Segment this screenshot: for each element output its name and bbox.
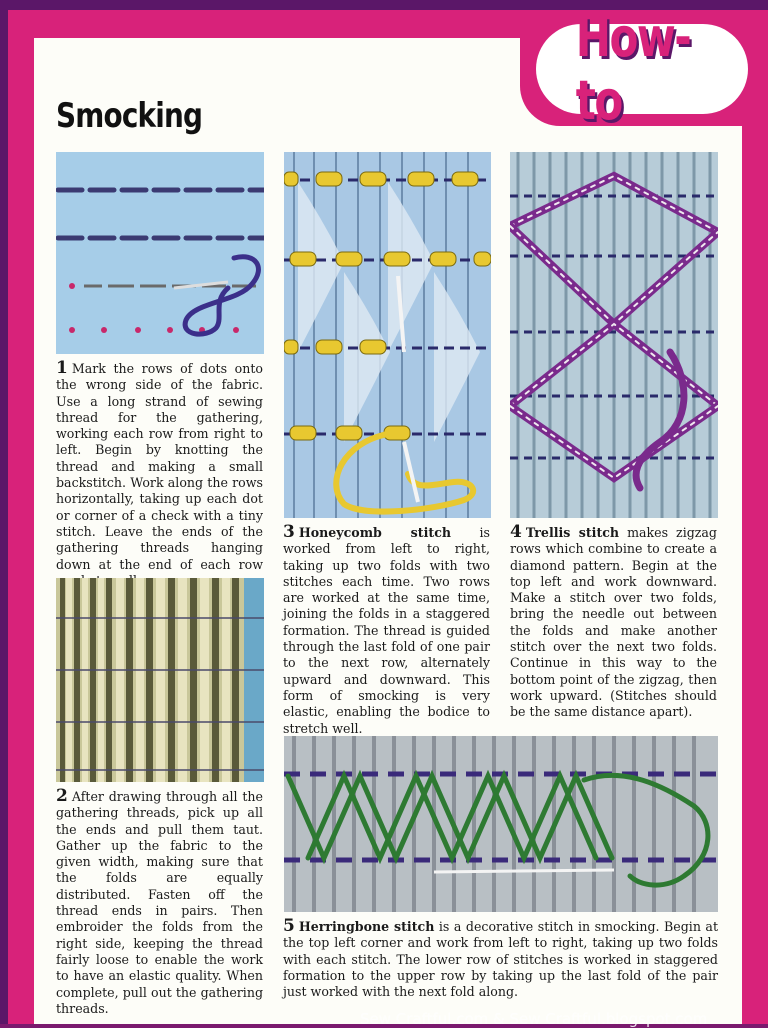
- caption-step-1: [56, 360, 263, 589]
- caption-step-4: [510, 524, 717, 721]
- step-number: 2: [56, 786, 68, 806]
- caption-step-3: [283, 524, 490, 737]
- illustration-step-3: [284, 152, 491, 518]
- step-text: is worked from left to right, taking up two folds with two stitches each time. Two rows are worked at the same time, joining the folds in a staggered formation. The thread is guided through the last fold of one pair to the next row, alternately upward and downward. This form of smocking is very elastic, enabling the bodice to stretch well.: [283, 525, 490, 736]
- caption-step-5: [283, 918, 718, 1000]
- illustration-step-5: [284, 736, 718, 912]
- footer-credit: Sew Craftful.com & Sew Craftful.blogspot.com: [360, 1010, 708, 1028]
- badge-title: How-to: [575, 6, 691, 132]
- illustration-step-4: [510, 152, 718, 518]
- step-number: 4: [510, 522, 522, 542]
- stitch-name: Herringbone stitch: [298, 919, 435, 934]
- step-text: Mark the rows of dots onto the wrong side of the fabric. Use a long strand of sewing thread for the gathering, working each row from right to left. Begin by knotting the thread and making a small backstitch. Work along the rows horizontally, taking up each dot or corner of a check with a tiny stitch. Leave the ends of the gathering threads hanging down at the end of each row: [56, 361, 263, 572]
- illustration-step-2: [56, 578, 264, 782]
- step-number: 5: [283, 916, 295, 936]
- step-number: 3: [283, 522, 295, 542]
- step-text: makes zigzag rows which combine to create a diamond pattern. Begin at the top left and work downward. Make a stitch over two folds, bring the needle out between the folds and make another stitch over the next two folds. Continue in this way to the bottom point of the zigzag, then work upward. (Stitches should be the same distance apart).: [510, 525, 717, 720]
- stitch-name: Trellis stitch: [525, 525, 620, 540]
- stitch-name: Honeycomb stitch: [298, 525, 452, 540]
- caption-step-2: [56, 788, 263, 1017]
- page-title: Smocking: [56, 96, 203, 136]
- step-number: 1: [56, 358, 68, 378]
- illustration-step-1: [56, 152, 264, 354]
- step-text: After drawing through all the gathering threads, pick up all the ends and pull them taut. Gather up the fabric to the given width, making sure that the folds are equally distributed. Fasten off the thread ends in pairs. Then embroider the folds from the right side, keeping the thread fairly loose to enable the work to have an elastic quality. When complete, pull out the gathering threads.: [56, 789, 263, 1016]
- step-text: is a decorative stitch in smocking. Begin at the top left corner and work from left to right, taking up two folds with each stitch. The lower row of stitches is worked in staggered formation to the upper row by taking up the last fold of the pair just worked with the next fold along.: [283, 919, 719, 1000]
